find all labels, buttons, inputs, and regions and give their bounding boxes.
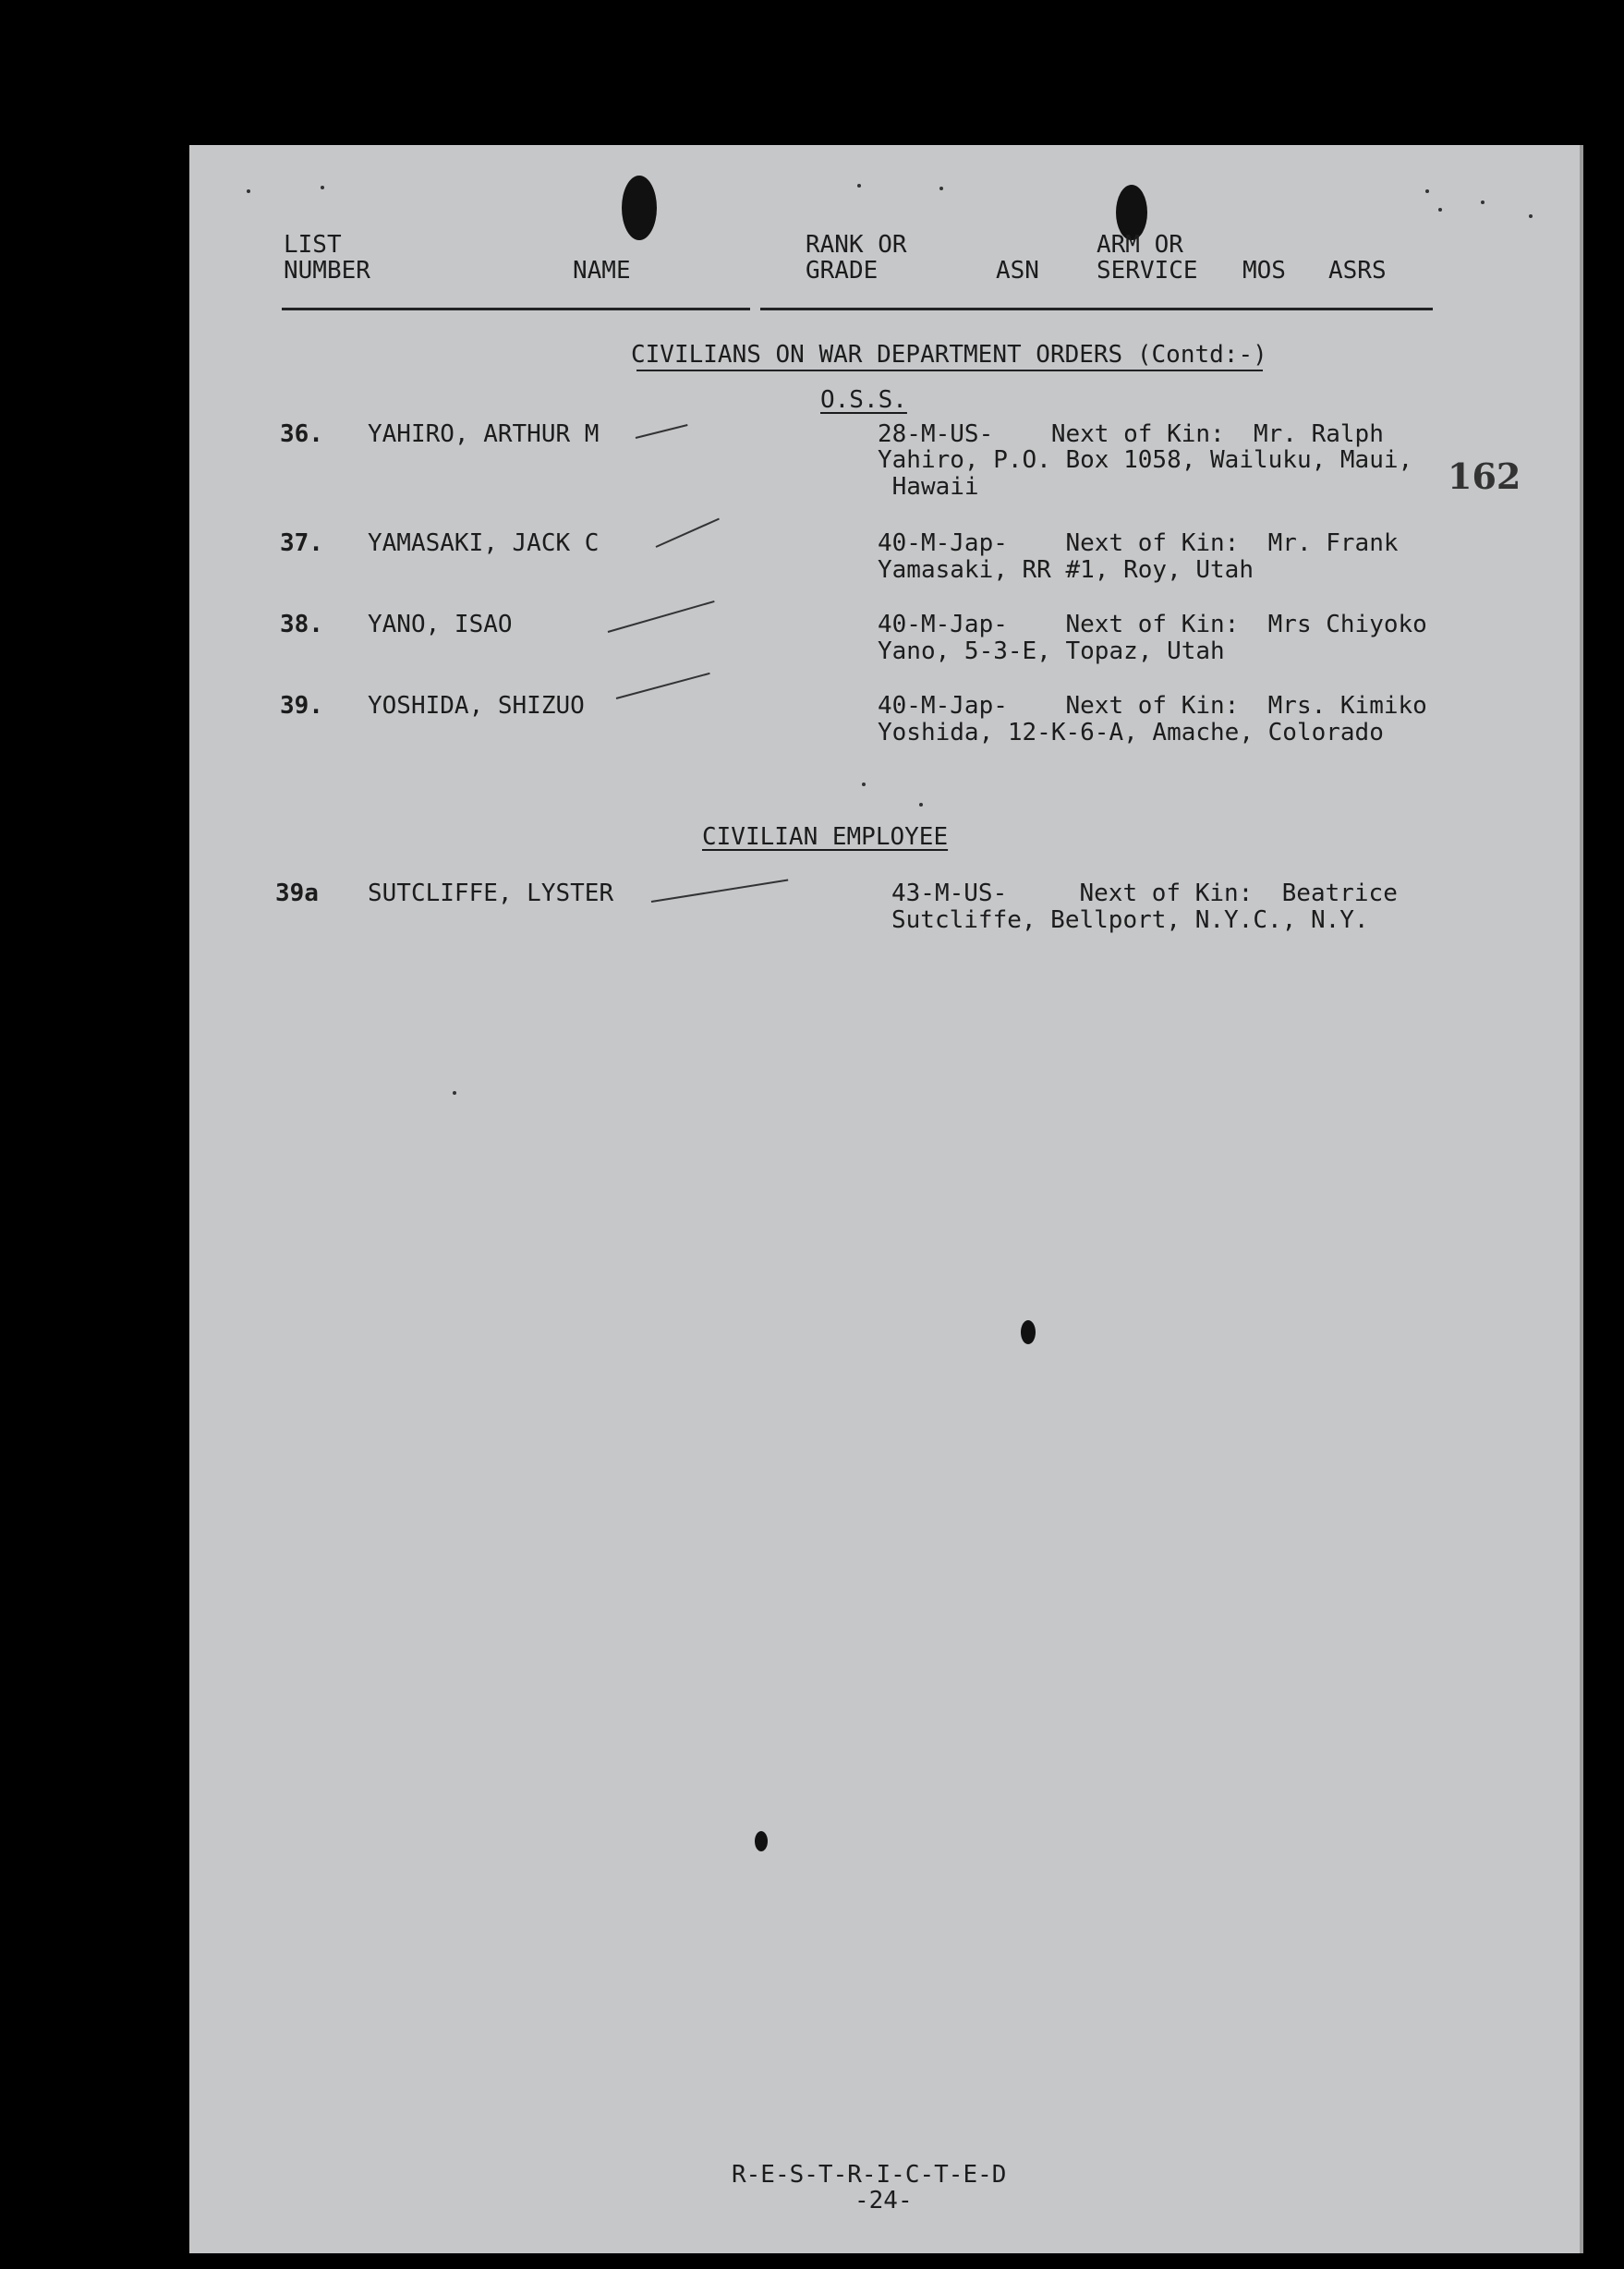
speck [321,186,324,189]
section-title: CIVILIANS ON WAR DEPARTMENT ORDERS (Contd:-) [631,341,1267,369]
speck [862,783,866,786]
entry-name: YOSHIDA, SHIZUO [368,692,585,720]
entry-detail: 40-M-Jap- Next of Kin: Mr. Frank [878,529,1399,557]
check-mark [656,518,720,548]
header-rank-1: RANK OR [806,231,907,259]
header-arm-2: SERVICE [1097,257,1198,285]
entry-number: 39a [275,880,319,907]
subsection-title: O.S.S. [820,386,907,414]
header-list-number-1: LIST [284,231,342,259]
speck [247,189,250,193]
document-page [189,145,1583,2253]
entry-name: YAHIRO, ARTHUR M [368,420,600,448]
entry-detail: Sutcliffe, Bellport, N.Y.C., N.Y. [891,906,1369,934]
section-title-underline [636,370,1263,371]
entry-detail: 43-M-US- Next of Kin: Beatrice [891,880,1398,907]
speck [857,184,861,188]
header-rule [760,308,1433,310]
header-mos: MOS [1242,257,1286,285]
check-mark [651,880,788,903]
speck [919,803,923,807]
entry-number: 37. [280,529,323,557]
entry-detail: 40-M-Jap- Next of Kin: Mrs Chiyoko [878,611,1427,638]
check-mark [616,673,710,699]
punch-hole-left [622,176,657,240]
header-asn: ASN [996,257,1039,285]
entry-detail: 28-M-US- Next of Kin: Mr. Ralph [878,420,1384,448]
check-mark [608,601,715,633]
entry-detail: Yamasaki, RR #1, Roy, Utah [878,556,1254,584]
header-name: NAME [573,257,631,285]
margin-page-number: 162 [1448,455,1521,497]
entry-number: 38. [280,611,323,638]
entry-name: YAMASAKI, JACK C [368,529,600,557]
entry-number: 39. [280,692,323,720]
speck [1529,214,1533,218]
speck [939,187,943,190]
header-rank-2: GRADE [806,257,879,285]
speck [1425,189,1429,193]
speck [1481,200,1485,204]
header-rule [282,308,750,310]
entry-detail: 40-M-Jap- Next of Kin: Mrs. Kimiko [878,692,1427,720]
entry-detail: Hawaii [878,473,979,501]
entry-detail: Yoshida, 12-K-6-A, Amache, Colorado [878,719,1384,746]
header-asrs: ASRS [1328,257,1387,285]
ink-spot [755,1831,768,1851]
entry-detail: Yano, 5-3-E, Topaz, Utah [878,637,1225,665]
entry-number: 36. [280,420,323,448]
ink-spot [1021,1320,1036,1344]
restricted-footer: R-E-S-T-R-I-C-T-E-D [732,2161,1007,2189]
entry-name: SUTCLIFFE, LYSTER [368,880,614,907]
speck [1438,208,1442,212]
header-arm-1: ARM OR [1097,231,1183,259]
speck [453,1091,456,1095]
check-mark [636,424,688,439]
section2-title: CIVILIAN EMPLOYEE [702,823,949,851]
page-number: -24- [854,2187,913,2214]
header-list-number-2: NUMBER [284,257,370,285]
entry-detail: Yahiro, P.O. Box 1058, Wailuku, Maui, [878,446,1413,474]
entry-name: YANO, ISAO [368,611,513,638]
